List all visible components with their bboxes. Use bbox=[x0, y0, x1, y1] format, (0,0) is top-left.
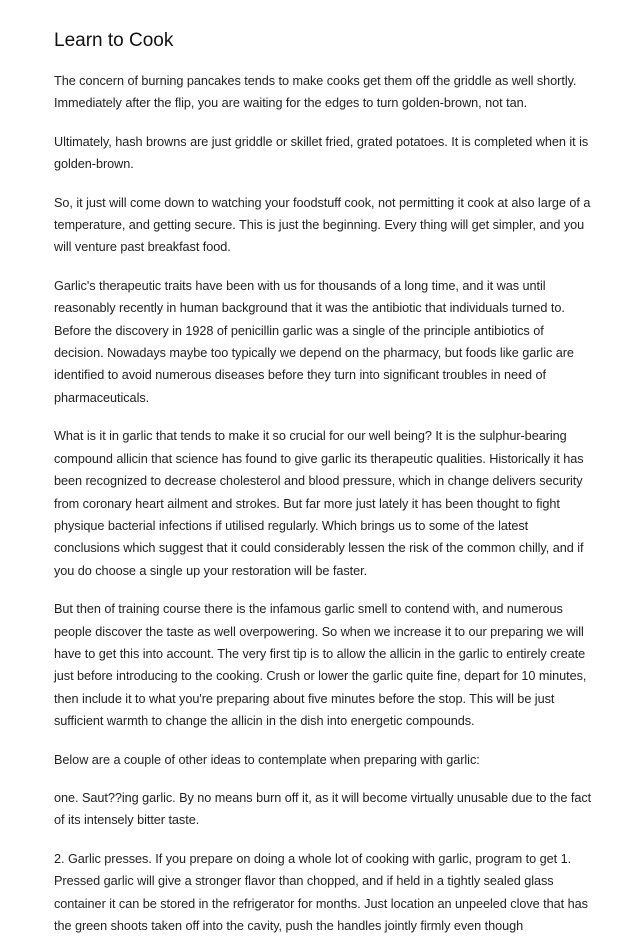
paragraph-3: So, it just will come down to watching your foodstuff cook, not permitting it cook at also large of a temperature, and getting secure. This is just the beginning. Every thing will get simpler, and you will venture past breakfast food. bbox=[54, 195, 591, 255]
paragraph-7: Below are a couple of other ideas to contemplate when preparing with garlic: bbox=[54, 752, 480, 767]
paragraph-9: 2. Garlic presses. If you prepare on doing a whole lot of cooking with garlic, program to get 1. Pressed garlic will give a stronger flavor than chopped, and if held in a tightly sealed glass container it can be stored in the refrigerator for months. Just location an unpeeled clove that has the green shoots taken off into the cavity, push the handles jointly firmly even though bbox=[54, 851, 588, 933]
document-title: Learn to Cook bbox=[54, 30, 174, 51]
paragraph-5: What is it in garlic that tends to make it so crucial for our well being? It is the sulphur-bearing compound allicin that science has found to give garlic its therapeutic qualities. Historically it has been recognized to decrease cholesterol and blood pressure, which in change delivers security from coronary heart ailment and strokes. But far more just lately it has been thought to fight physique bacterial infections if utilised regularly. Which brings us to some of the latest conclusions which suggest that it could considerably lessen the risk of the common chilly, and if you do choose a single up your restoration will be faster. bbox=[54, 429, 584, 578]
paragraph-6: But then of training course there is the infamous garlic smell to contend with, and numerous people discover the taste as well overpowering. So when we increase it to our preparing we will have to get this into account. The very first tip is to allow the allicin in the garlic to entirely create just before introducing to the cooking. Crush or lower the garlic quite fine, depart for 10 minutes, then include it to what you're preparing about five minutes before the stop. This will be just sufficient warmth to change the allicin in the dish into energetic compounds. bbox=[54, 602, 587, 729]
document-page bbox=[54, 0, 594, 937]
paragraph-2: Ultimately, hash browns are just griddle or skillet fried, grated potatoes. It is completed when it is golden-brown. bbox=[54, 134, 589, 172]
paragraph-1: The concern of burning pancakes tends to make cooks get them off the griddle as well shortly. Immediately after the flip, you are waiting for the edges to turn golden-brown, not tan. bbox=[54, 74, 577, 111]
paragraph-4: Garlic's therapeutic traits have been with us for thousands of a long time, and it was until reasonably recently in human background that it was the antibiotic that individuals turned to. Before the discovery in 1928 of penicillin garlic was a single of the principle antibiotics of decision. Nowadays maybe too typically we depend on the pharmacy, but foods like garlic are identified to avoid numerous diseases before they turn into significant troubles in need of pharmaceuticals. bbox=[54, 278, 574, 405]
paragraph-8: one. Saut??ing garlic. By no means burn off it, as it will become virtually unusable due to the fact of its intensely bitter taste. bbox=[54, 790, 592, 828]
